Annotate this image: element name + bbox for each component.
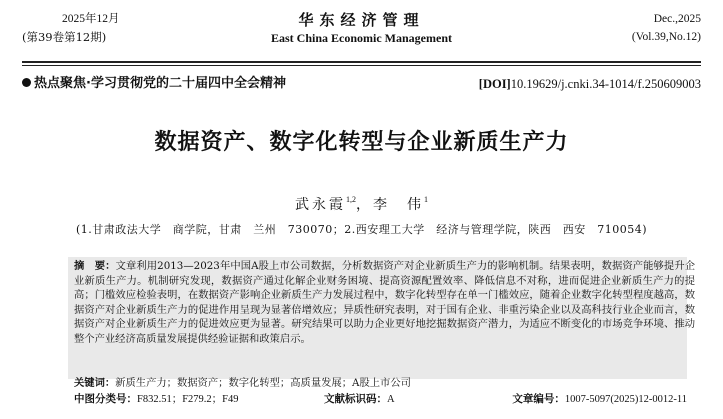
abstract-label: 摘 要： (74, 260, 116, 272)
authors (0, 190, 723, 215)
author-separator: ， (356, 197, 373, 213)
topic-row (22, 74, 701, 94)
issue-date-en (632, 10, 701, 46)
document-code (324, 391, 395, 408)
abstract (74, 259, 695, 346)
journal-name-en: East China Economic Management (271, 31, 452, 45)
paper-title: 数据资产、数字化转型与企业新质生产力 (154, 130, 569, 155)
column-topic-text: 热点聚焦·学习贯彻党的二十届四中全会精神 (34, 76, 286, 91)
author-2: 李 伟 (373, 197, 424, 213)
article-number (512, 391, 687, 408)
journal-masthead (22, 10, 701, 46)
doc-code-value: A (387, 394, 395, 405)
classification-row (74, 391, 687, 407)
article-number-label: 文章编号： (512, 393, 565, 405)
doi (479, 74, 701, 94)
running-header (22, 10, 701, 60)
volume-issue-en: (Vol.39,No.12) (631, 31, 701, 43)
keywords (74, 376, 687, 390)
issue-date: 2025年12月 (62, 13, 120, 25)
keywords-text: 新质生产力；数据资产；数字化转型；高质量发展；A股上市公司 (115, 377, 411, 389)
affiliations: (1.甘肃政法大学 商学院，甘肃 兰州 730070；2.西安理工大学 经济与管理学院，陕西 西安 710054) (75, 223, 648, 236)
clc-value: F832.51；F279.2；F49 (137, 394, 239, 405)
article-number-value: 1007-5097(2025)12-0012-11 (564, 394, 687, 405)
abstract-text: 文章利用2013—2023年中国A股上市公司数据，分析数据资产对企业新质生产力的影响机制。结果表明，数据资产能够提升企业新质生产力。机制研究发现，数据资产通过化解企业财务困境、提高资源配置效率、降低信息不对称，进而促进企业新质生产力的提高；门槛效应检验表明，在数据资产影响企业新质生产力发展过程中，数字化转型存在单一门槛效应，随着企业数字化转型程度越高，数据资产对企业新质生产力的促进作用呈现为显著倍增效应；异质性研究表明，对于国有企业、非重污染企业以及高科技行业企业而言，数据资产对企业新质生产力的促进效应更为显著。研究结果可以助力企业更好地挖掘数据资产潜力，为适应不断变化的市场竞争环境、推动整个产业经济高质量发展提供经验证据和政策启示。 (74, 260, 696, 345)
bullet-icon (22, 78, 31, 87)
keywords-label: 关键词： (74, 377, 116, 389)
author-1: 武永霞 (295, 197, 346, 213)
clc-number (74, 391, 239, 408)
doi-value: 10.19629/j.cnki.34-1014/f.250609003 (510, 77, 701, 91)
clc-label: 中图分类号： (74, 393, 137, 405)
doc-code-label: 文献标识码： (324, 393, 387, 405)
author-2-affil: 1 (424, 195, 428, 204)
column-topic (22, 74, 286, 94)
doi-label: [DOI] (478, 77, 511, 91)
volume-issue-cn: (第39卷第12期) (22, 30, 107, 44)
header-rule-thick (22, 61, 701, 63)
header-rule-thin (22, 65, 701, 66)
issue-date-en-line: Dec.,2025 (653, 13, 701, 25)
author-1-affil: 1,2 (346, 195, 356, 204)
journal-name-cn: 华东经济管理 (298, 11, 425, 29)
